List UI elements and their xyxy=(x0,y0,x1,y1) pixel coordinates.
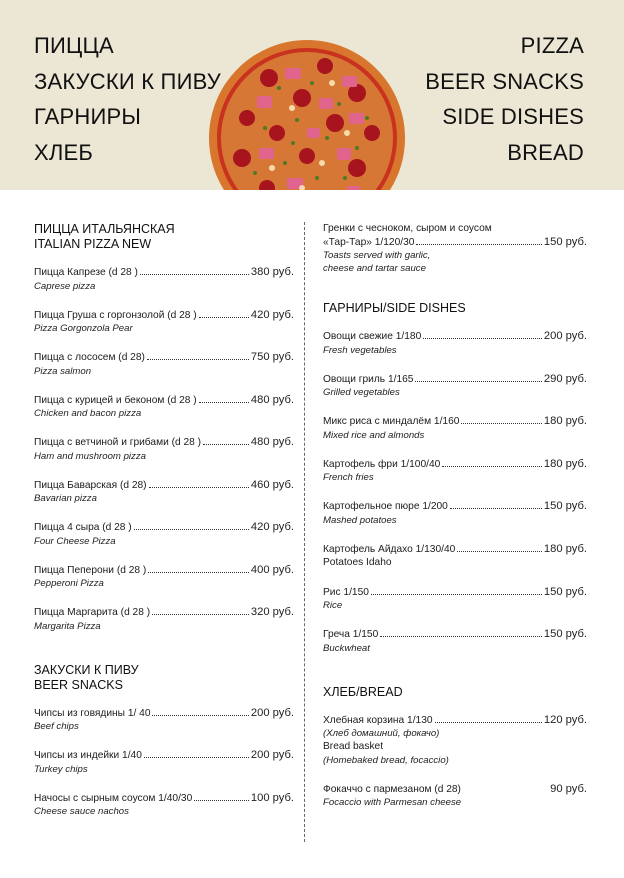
item-price: 200 руб. xyxy=(543,330,587,342)
item-price: 480 руб. xyxy=(250,436,294,448)
item-name-en: Chicken and bacon pizza xyxy=(34,408,142,419)
header-item-sides-ru: ГАРНИРЫ xyxy=(34,104,142,129)
menu-item xyxy=(34,749,294,776)
item-price: 750 руб. xyxy=(250,351,294,363)
item-name-en: Grilled vegetables xyxy=(323,387,400,398)
menu-item xyxy=(34,351,294,378)
item-name-en: French fries xyxy=(323,472,374,483)
header-item-pizza-ru: ПИЦЦА xyxy=(34,33,114,58)
item-price: 180 руб. xyxy=(543,415,587,427)
menu-item xyxy=(323,330,587,357)
item-name-en: Turkey chips xyxy=(34,763,88,775)
item-name-ru: Чипсы из говядины 1/ 40 xyxy=(34,707,151,719)
section-title-pizza-en: ITALIAN PIZZA NEW xyxy=(34,237,152,251)
header-categories-en xyxy=(425,28,584,170)
menu-item xyxy=(34,436,294,463)
header-categories-ru xyxy=(34,28,221,170)
menu-item xyxy=(323,500,587,527)
menu-item xyxy=(323,415,587,442)
menu-item xyxy=(34,564,294,591)
item-name-ru: Микс риса с миндалём 1/160 xyxy=(323,416,460,427)
menu-item xyxy=(34,266,294,293)
item-sub-ru: (Хлеб домашний, фокачо) xyxy=(323,728,440,739)
menu-item xyxy=(323,543,587,570)
item-price: 90 руб. xyxy=(550,782,587,795)
item-name-en: Margarita Pizza xyxy=(34,620,101,632)
section-title-snacks-en: BEER SNACKS xyxy=(34,677,123,692)
item-name-en: Focaccio with Parmesan cheese xyxy=(323,797,462,808)
item-price: 460 руб. xyxy=(250,478,294,491)
item-name-ru: Пицца с курицей и беконом (d 28 ) xyxy=(34,394,197,406)
menu-header xyxy=(0,0,624,190)
menu-item xyxy=(34,606,294,633)
menu-item xyxy=(323,458,587,485)
section-title-snacks-ru: ЗАКУСКИ К ПИВУ xyxy=(34,662,139,677)
item-name-en: Potatoes Idaho xyxy=(323,557,392,568)
menu-item xyxy=(34,394,294,421)
menu-item xyxy=(323,714,587,767)
item-price: 150 руб. xyxy=(543,235,587,248)
item-name-en: Ham and mushroom pizza xyxy=(34,450,146,462)
item-name-ru: Овощи гриль 1/165 xyxy=(323,373,414,385)
pizza-image xyxy=(207,38,407,190)
item-name-en: Buckwheat xyxy=(323,642,370,654)
item-name-ru: Пицца с лососем (d 28) xyxy=(34,352,145,363)
item-name-ru-cont: «Тар-Тар» 1/120/30 xyxy=(323,236,415,248)
item-price: 180 руб. xyxy=(543,457,587,470)
item-name-ru: Картофель фри 1/100/40 xyxy=(323,458,441,470)
item-price: 420 руб. xyxy=(250,521,294,533)
item-name-ru: Овощи свежие 1/180 xyxy=(323,331,422,342)
left-column xyxy=(34,222,294,818)
item-name-en: Bavarian pizza xyxy=(34,493,97,504)
header-item-snacks-ru: ЗАКУСКИ К ПИВУ xyxy=(34,68,221,94)
item-name-en: Mixed rice and almonds xyxy=(323,429,425,441)
item-name-en: Bread basket xyxy=(323,741,384,752)
header-item-bread-ru: ХЛЕБ xyxy=(34,139,94,165)
item-name-ru: Пицца Груша с горгонзолой (d 28 ) xyxy=(34,309,197,321)
item-price: 420 руб. xyxy=(250,308,294,321)
item-price: 180 руб. xyxy=(543,542,587,555)
column-divider xyxy=(304,222,305,842)
item-price: 120 руб. xyxy=(543,713,587,726)
header-item-sides-en: SIDE DISHES xyxy=(442,104,584,129)
right-column xyxy=(323,222,587,809)
item-name-ru: Чипсы из индейки 1/40 xyxy=(34,750,142,761)
header-item-pizza-en: PIZZA xyxy=(520,33,584,58)
item-name-ru: Пицца Баварская (d 28) xyxy=(34,479,147,491)
item-price: 480 руб. xyxy=(250,393,294,406)
menu-item xyxy=(34,521,294,548)
item-price: 200 руб. xyxy=(250,749,294,761)
item-price: 150 руб. xyxy=(543,585,587,598)
menu-item xyxy=(323,373,587,400)
section-title-bread: ХЛЕБ/BREAD xyxy=(323,684,403,699)
item-name-ru: Картофельное пюре 1/200 xyxy=(323,501,448,512)
menu-item xyxy=(323,628,587,655)
item-price: 150 руб. xyxy=(543,500,587,512)
header-item-bread-en: BREAD xyxy=(507,139,584,165)
item-name-ru: Начосы с сырным соусом 1/40/30 xyxy=(34,792,193,804)
item-name-en: Mashed potatoes xyxy=(323,514,397,526)
item-name-en: Beef chips xyxy=(34,721,79,732)
item-name-ru: Пицца Маргарита (d 28 ) xyxy=(34,607,151,618)
item-name-ru: Греча 1/150 xyxy=(323,629,379,640)
item-price: 150 руб. xyxy=(543,628,587,640)
item-price: 200 руб. xyxy=(250,706,294,719)
item-name-ru: Пицца Капрезе (d 28 ) xyxy=(34,267,138,278)
menu-item xyxy=(34,309,294,336)
item-name-en: Fresh vegetables xyxy=(323,344,397,356)
item-name-en: Cheese sauce nachos xyxy=(34,806,129,817)
item-name-en: Pizza Gorgonzola Pear xyxy=(34,323,133,334)
item-name-ru: Пицца с ветчиной и грибами (d 28 ) xyxy=(34,437,202,448)
item-name-ru: Пицца 4 сыра (d 28 ) xyxy=(34,522,132,533)
item-price: 320 руб. xyxy=(250,606,294,618)
item-price: 100 руб. xyxy=(250,791,294,804)
item-name-en: Four Cheese Pizza xyxy=(34,535,116,547)
item-name-ru: Рис 1/150 xyxy=(323,586,369,598)
menu-item xyxy=(323,783,587,810)
menu-item xyxy=(323,222,587,275)
item-name-ru: Картофель Айдахо 1/130/40 xyxy=(323,543,456,555)
item-name-en: Pepperoni Pizza xyxy=(34,578,104,589)
item-name-ru: Гренки с чесноком, сыром и соусом xyxy=(323,223,492,234)
item-name-en-cont: cheese and tartar sauce xyxy=(323,263,426,274)
item-name-ru: Хлебная корзина 1/130 xyxy=(323,714,433,726)
item-name-en: Toasts served with garlic, xyxy=(323,250,431,261)
header-item-snacks-en: BEER SNACKS xyxy=(425,68,584,94)
item-price: 400 руб. xyxy=(250,563,294,576)
item-name-ru: Пицца Пеперони (d 28 ) xyxy=(34,564,147,576)
menu-item xyxy=(323,586,587,613)
item-name-en: Rice xyxy=(323,600,343,611)
section-title-sides: ГАРНИРЫ/SIDE DISHES xyxy=(323,301,466,315)
section-title-pizza-ru: ПИЦЦА ИТАЛЬЯНСКАЯ xyxy=(34,222,175,236)
menu-item xyxy=(34,792,294,819)
menu-item xyxy=(34,707,294,734)
item-price: 290 руб. xyxy=(543,372,587,385)
item-name-en-cont: (Homebaked bread, focaccio) xyxy=(323,754,449,766)
item-name-en: Caprese pizza xyxy=(34,280,96,292)
item-name-en: Pizza salmon xyxy=(34,365,92,377)
item-price: 380 руб. xyxy=(250,266,294,278)
item-name-ru: Фокаччо с пармезаном (d 28) xyxy=(323,783,461,795)
menu-item xyxy=(34,479,294,506)
